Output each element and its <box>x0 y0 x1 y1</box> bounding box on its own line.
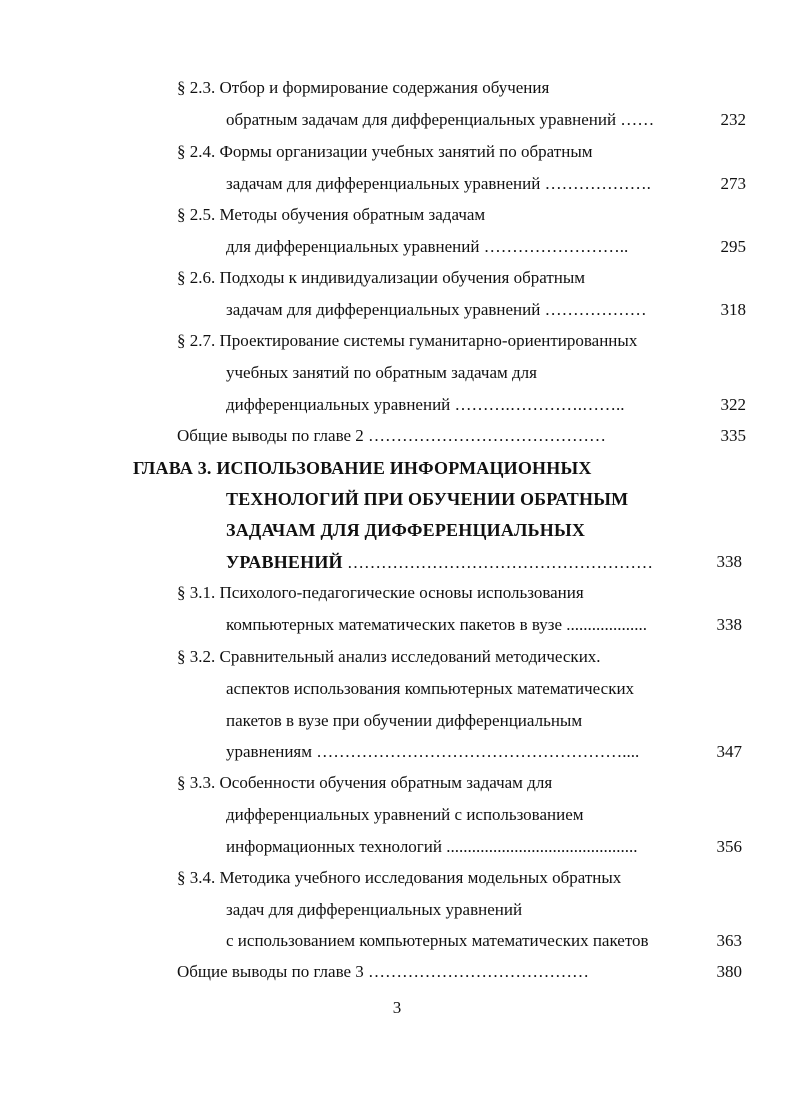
toc-entry-2-5-page: 295 <box>720 237 746 256</box>
toc-chapter-3-leader: ……………………………………………… <box>342 553 653 572</box>
toc-entry-2-3-heading: § 2.3. Отбор и формирование содержания обучения <box>177 78 550 97</box>
toc-entry-3-2-continuation: уравнениям ……………………………………………….... <box>226 742 640 761</box>
toc-entry-2-7-continuation: дифференциальных уравнений ……….………….…….. <box>226 395 625 414</box>
toc-entry-2-3-continuation: обратным задачам для дифференциальных уравнений …… <box>226 110 655 129</box>
toc-conclusion-3-page: 380 <box>716 962 742 981</box>
toc-entry-3-2-continuation: пакетов в вузе при обучении дифференциальным <box>226 711 583 730</box>
toc-entry-2-5-heading: § 2.5. Методы обучения обратным задачам <box>177 205 486 224</box>
toc-conclusion-2-page: 335 <box>720 426 746 445</box>
toc-chapter-3-last-line <box>226 552 653 572</box>
toc-entry-3-2-heading: § 3.2. Сравнительный анализ исследований методических. <box>177 647 601 666</box>
toc-chapter-3-title-end: УРАВНЕНИЙ <box>226 552 343 572</box>
toc-entry-3-3-page: 356 <box>716 837 742 856</box>
toc-entry-2-7-continuation: учебных занятий по обратным задачам для <box>226 363 537 382</box>
toc-entry-2-7-page: 322 <box>720 395 746 414</box>
toc-entry-2-5-continuation: для дифференциальных уравнений …………………….. <box>226 237 629 256</box>
toc-entry-3-4-heading: § 3.4. Методика учебного исследования модельных обратных <box>177 868 622 887</box>
toc-entry-2-6-continuation: задачам для дифференциальных уравнений ……………… <box>226 300 647 319</box>
toc-entry-3-2-continuation: аспектов использования компьютерных математических <box>226 679 635 698</box>
toc-chapter-3-continuation: ТЕХНОЛОГИЙ ПРИ ОБУЧЕНИИ ОБРАТНЫМ <box>226 489 629 509</box>
toc-entry-2-3-page: 232 <box>720 110 746 129</box>
toc-entry-3-4-page: 363 <box>716 931 742 950</box>
toc-entry-2-4-continuation: задачам для дифференциальных уравнений ………………. <box>226 174 651 193</box>
toc-entry-3-3-continuation: информационных технологий ............................................. <box>226 837 638 856</box>
toc-chapter-3-heading: ГЛАВА 3. ИСПОЛЬЗОВАНИЕ ИНФОРМАЦИОННЫХ <box>133 458 592 478</box>
toc-entry-3-3-heading: § 3.3. Особенности обучения обратным задачам для <box>177 773 553 792</box>
toc-entry-3-1-page: 338 <box>716 615 742 634</box>
toc-entry-3-4-continuation: задач для дифференциальных уравнений <box>226 900 523 919</box>
toc-entry-3-1-continuation: компьютерных математических пакетов в вузе ................... <box>226 615 648 634</box>
toc-entry-2-4-heading: § 2.4. Формы организации учебных занятий по обратным <box>177 142 593 161</box>
toc-entry-2-4-page: 273 <box>720 174 746 193</box>
toc-chapter-3-page: 338 <box>716 552 742 571</box>
toc-entry-3-4-continuation: с использованием компьютерных математических пакетов <box>226 931 649 950</box>
toc-entry-3-3-continuation: дифференциальных уравнений с использованием <box>226 805 584 824</box>
toc-entry-3-2-page: 347 <box>716 742 742 761</box>
toc-entry-2-7-heading: § 2.7. Проектирование системы гуманитарно-ориентированных <box>177 331 638 350</box>
toc-entry-3-1-heading: § 3.1. Психолого-педагогические основы использования <box>177 583 584 602</box>
toc-entry-2-6-heading: § 2.6. Подходы к индивидуализации обучения обратным <box>177 268 586 287</box>
toc-conclusion-2: Общие выводы по главе 2 …………………………………… <box>177 426 607 445</box>
toc-chapter-3-continuation: ЗАДАЧАМ ДЛЯ ДИФФЕРЕНЦИАЛЬНЫХ <box>226 520 586 540</box>
toc-entry-2-6-page: 318 <box>720 300 746 319</box>
toc-conclusion-3: Общие выводы по главе 3 ………………………………… <box>177 962 590 981</box>
page-number: 3 <box>392 998 402 1017</box>
